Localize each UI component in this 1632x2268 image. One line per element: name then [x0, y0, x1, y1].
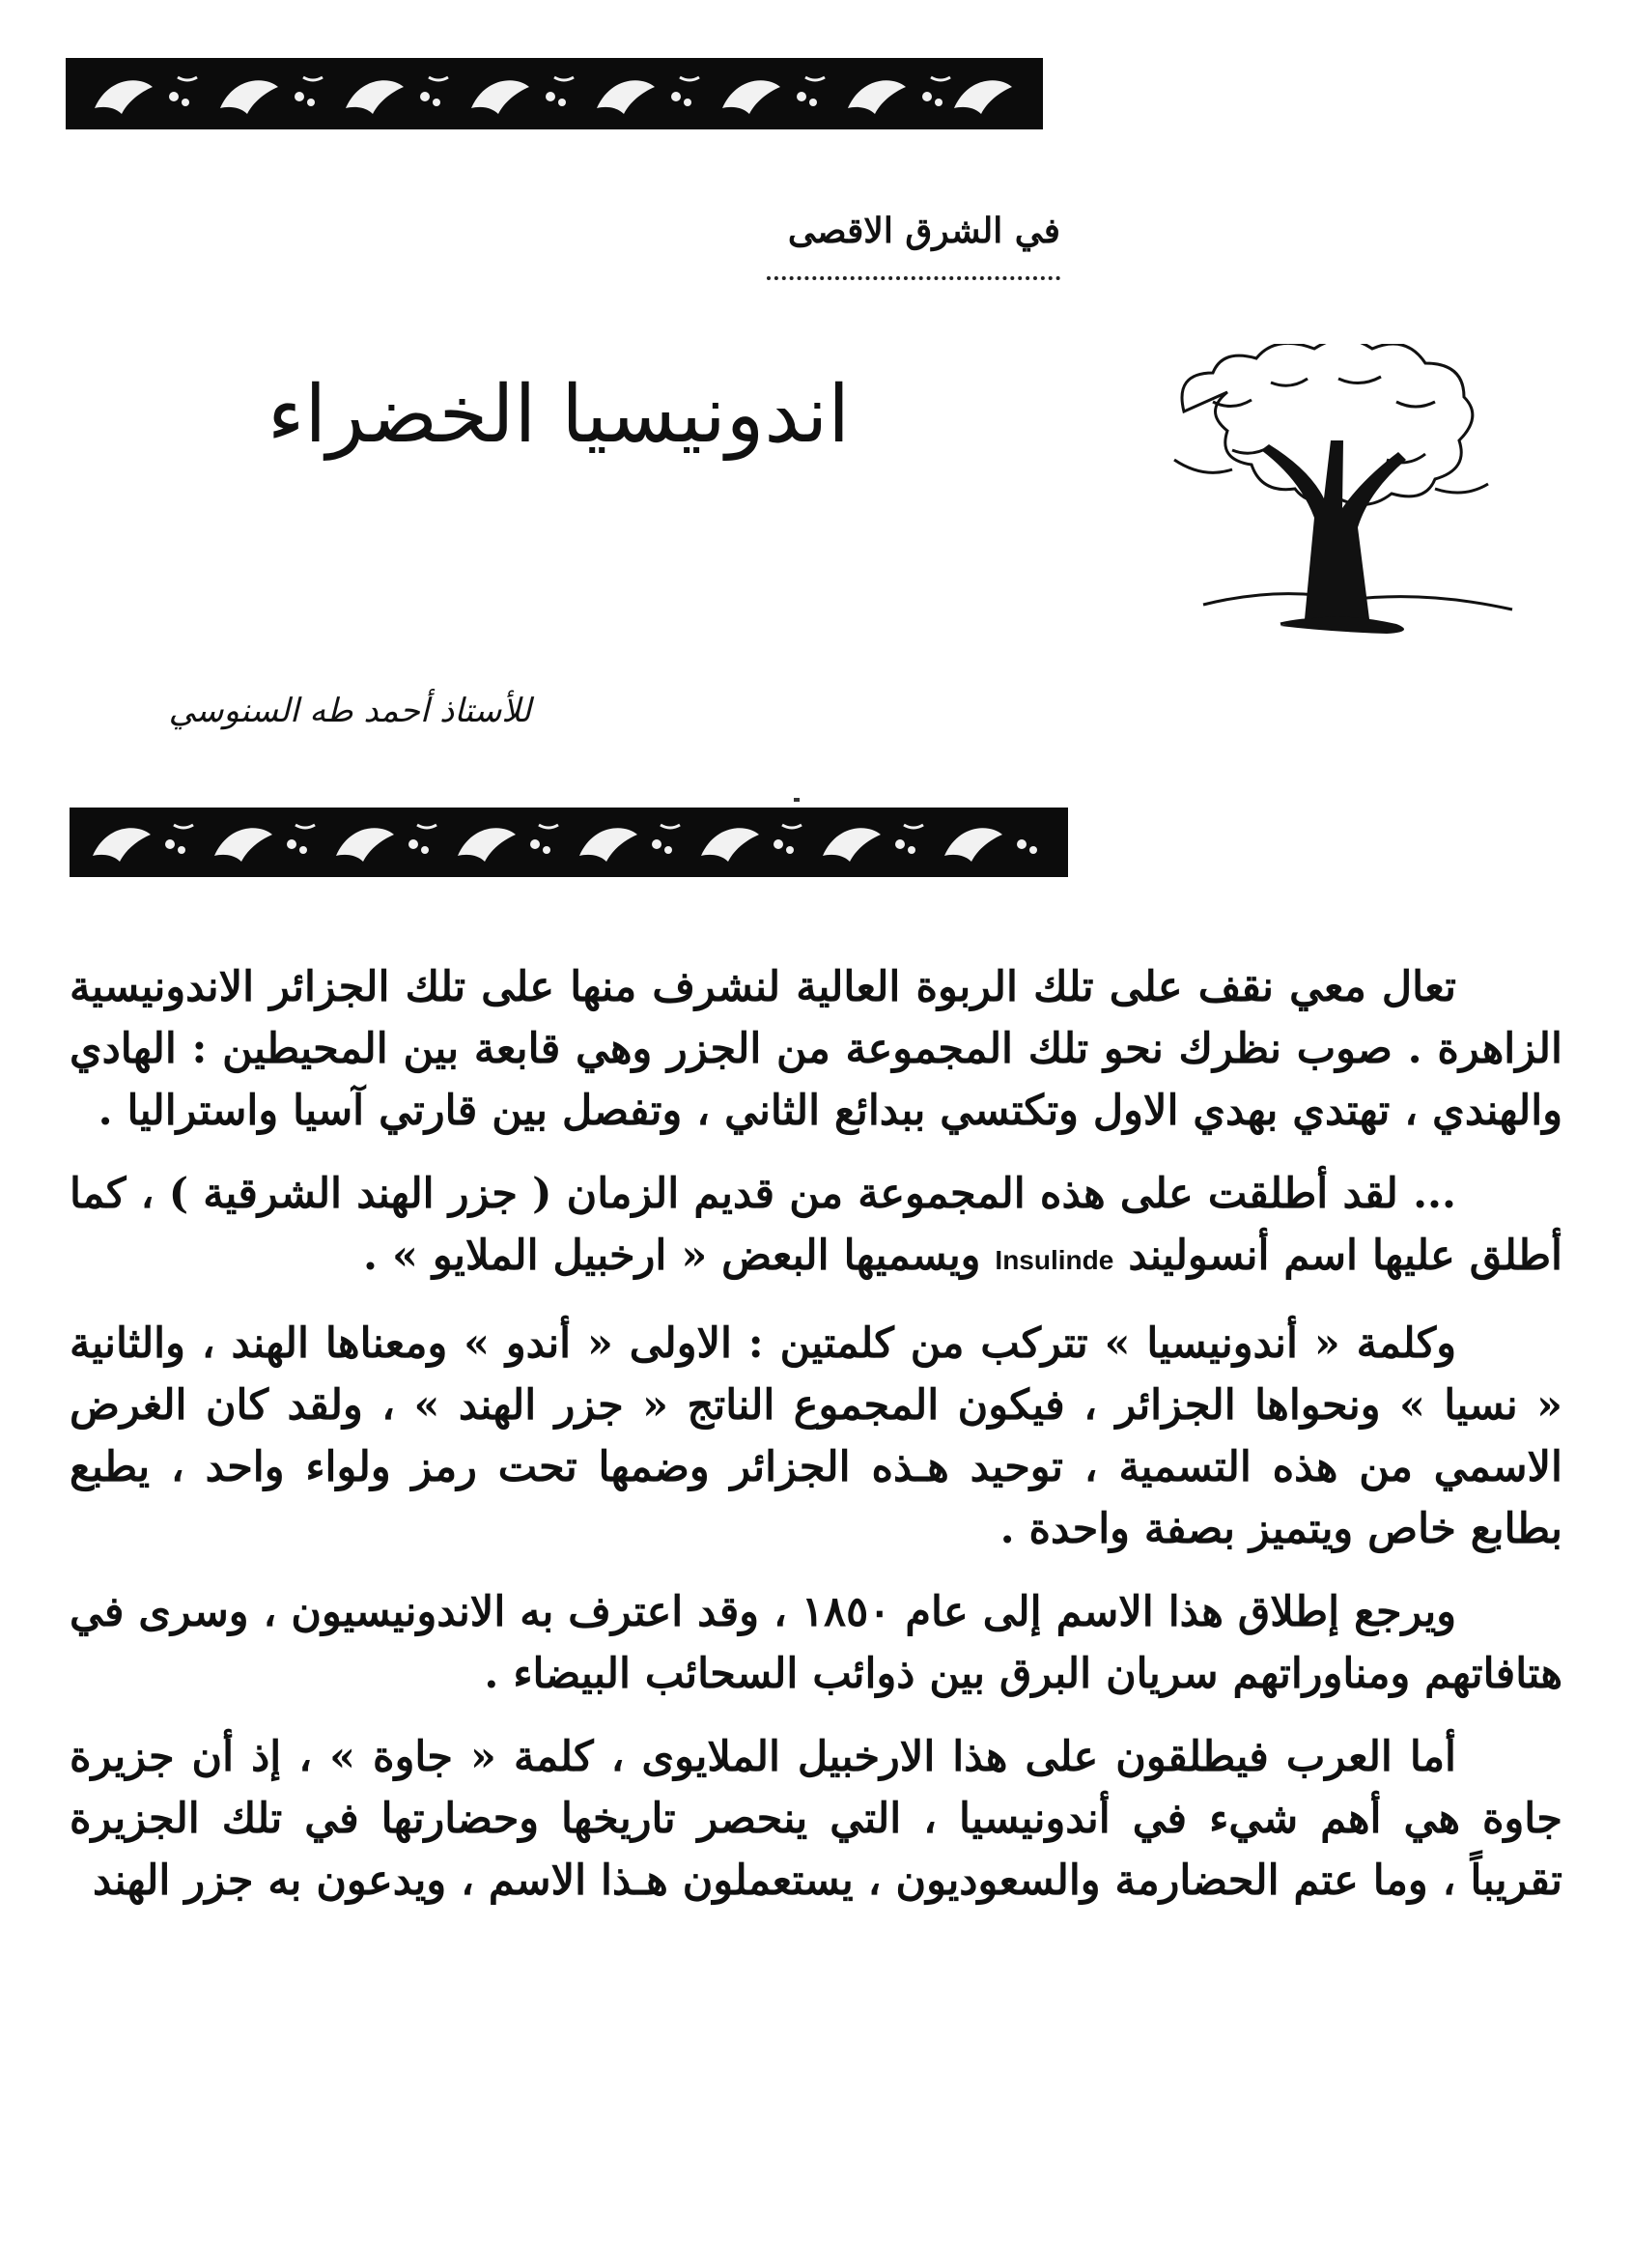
paragraph: ويرجع إطلاق هذا الاسم إلى عام ١٨٥٠ ، وقد اعترف به الاندونيسيون ، وسرى في هتافاتهم ومناوراتهم سريان البرق بين ذوائب السحائب البيضاء .: [70, 1588, 1562, 1698]
paragraph: أما العرب فيطلقون على هذا الارخبيل الملايوى ، كلمة « جاوة » ، إذ أن جزيرة جاوة هي أهم شيء في أندونيسيا ، التي ينحصر تاريخها وحضارتها في تلك الجزيرة تقريباً ، وما عتم الحضارمة والسعوديون ، يستعملون هـذا الاسم ، ويدعون به جزر الهند: [70, 1733, 1562, 1905]
speck: [794, 798, 800, 802]
leaf-vine-border-icon: [66, 58, 1043, 129]
article-body: [70, 956, 1562, 1933]
leaf-vine-border-icon: [70, 808, 1068, 877]
tree-illustration: [1145, 344, 1522, 634]
article-title: اندونيسيا الخضراء: [267, 369, 850, 461]
ornamental-border-middle: [70, 808, 1068, 877]
paragraph: تعال معي نقف على تلك الربوة العالية لنشرف منها على تلك الجزائر الاندونيسية الزاهرة . صوب نظرك نحو تلك المجموعة من الجزر وهي قابعة بين المحيطين : الهادي والهندي ، تهتدي بهدي الاول وتكتسي ببدائع الثاني ، وتفصل بين قارتي آسيا واستراليا .: [70, 963, 1562, 1135]
tree-icon: [1145, 344, 1522, 634]
dotted-underline: [767, 276, 1060, 280]
paragraph-part: ... لقد أطلقت على هذه المجموعة من قديم الزمان ( جزر الهند الشرقية ) ، كما أطلق عليها اسم أنسوليند: [70, 1170, 1562, 1280]
paragraph-part: ويسميها البعض « ارخبيل الملايو » .: [363, 1232, 981, 1280]
paragraph: [70, 1163, 1562, 1291]
latin-term: Insulinde: [995, 1245, 1114, 1275]
section-label: في الشرق الاقصى: [787, 211, 1060, 251]
ornamental-border-top: [66, 58, 1043, 129]
author-byline: للأستاذ أحمد طه السنوسي: [168, 692, 531, 730]
paragraph: وكلمة « أندونيسيا » تتركب من كلمتين : الاولى « أندو » ومعناها الهند ، والثانية « نسيا » ونحواها الجزائر ، فيكون المجموع الناتج « جزر الهند » ، ولقد كان الغرض الاسمي من هذه التسمية ، توحيد هـذه الجزائر وضمها تحت رمز ولواء واحد ، يطبع بطابع خاص ويتميز بصفة واحدة .: [70, 1319, 1562, 1553]
